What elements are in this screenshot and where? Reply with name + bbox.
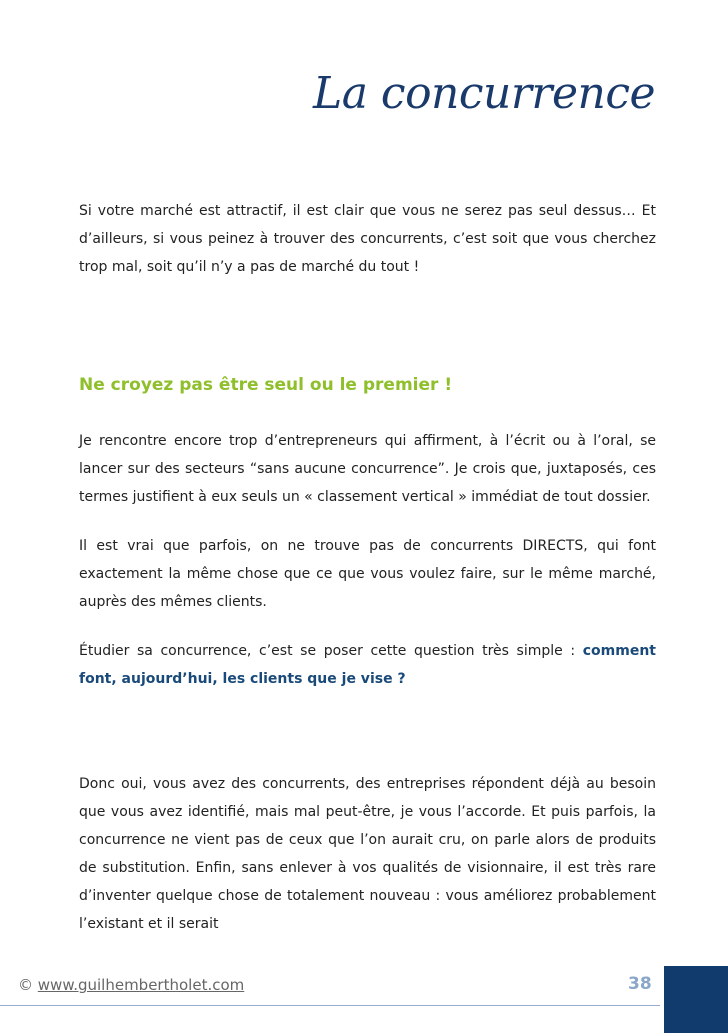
page-number: 38 xyxy=(628,974,652,994)
intro-paragraph: Si votre marché est attractif, il est clair que vous ne serez pas seul dessus… Et d’ailleurs, si vous peinez à trouver des concurrents, c’est soit que vous cherchez trop mal, soit qu’il n’y a pas de marché du tout ! xyxy=(79,203,656,275)
footer-website xyxy=(18,976,244,994)
website-link[interactable]: www.guilhembertholet.com xyxy=(37,976,245,994)
corner-decoration xyxy=(664,966,728,1033)
question-highlight: comment font, aujourd’hui, les clients que je vise ? xyxy=(79,643,656,687)
footer-divider xyxy=(0,1005,660,1006)
closing-paragraph: Donc oui, vous avez des concurrents, des entreprises répondent déjà au besoin que vous avez identifié, mais mal peut-être, je vous l’accorde. Et puis parfois, la concurrence ne vient pas de ceux que l’on aurait cru, on parle alors de produits de substitution. Enfin, sans enlever à vos qualités de visionnaire, il est très rare d’inventer quelque chose de totalement nouveau : vous améliorez probablement l’existant et il serait xyxy=(79,776,656,932)
question-paragraph xyxy=(79,637,656,693)
page-title: La concurrence xyxy=(312,68,655,119)
body-paragraph-2: Il est vrai que parfois, on ne trouve pas de concurrents DIRECTS, qui font exactement la même chose que ce que vous voulez faire, sur le même marché, auprès des mêmes clients. xyxy=(79,538,656,610)
page-content xyxy=(79,197,656,938)
section-heading: Ne croyez pas être seul ou le premier ! xyxy=(79,375,453,395)
copyright-symbol: © xyxy=(18,976,33,994)
question-lead: Étudier sa concurrence, c’est se poser cette question très simple : xyxy=(79,643,576,659)
body-paragraph-1: Je rencontre encore trop d’entrepreneurs qui affirment, à l’écrit ou à l’oral, se lancer sur des secteurs “sans aucune concurrence”. Je crois que, juxtaposés, ces termes justifient à eux seuls un « classement vertical » immédiat de tout dossier. xyxy=(79,433,656,505)
